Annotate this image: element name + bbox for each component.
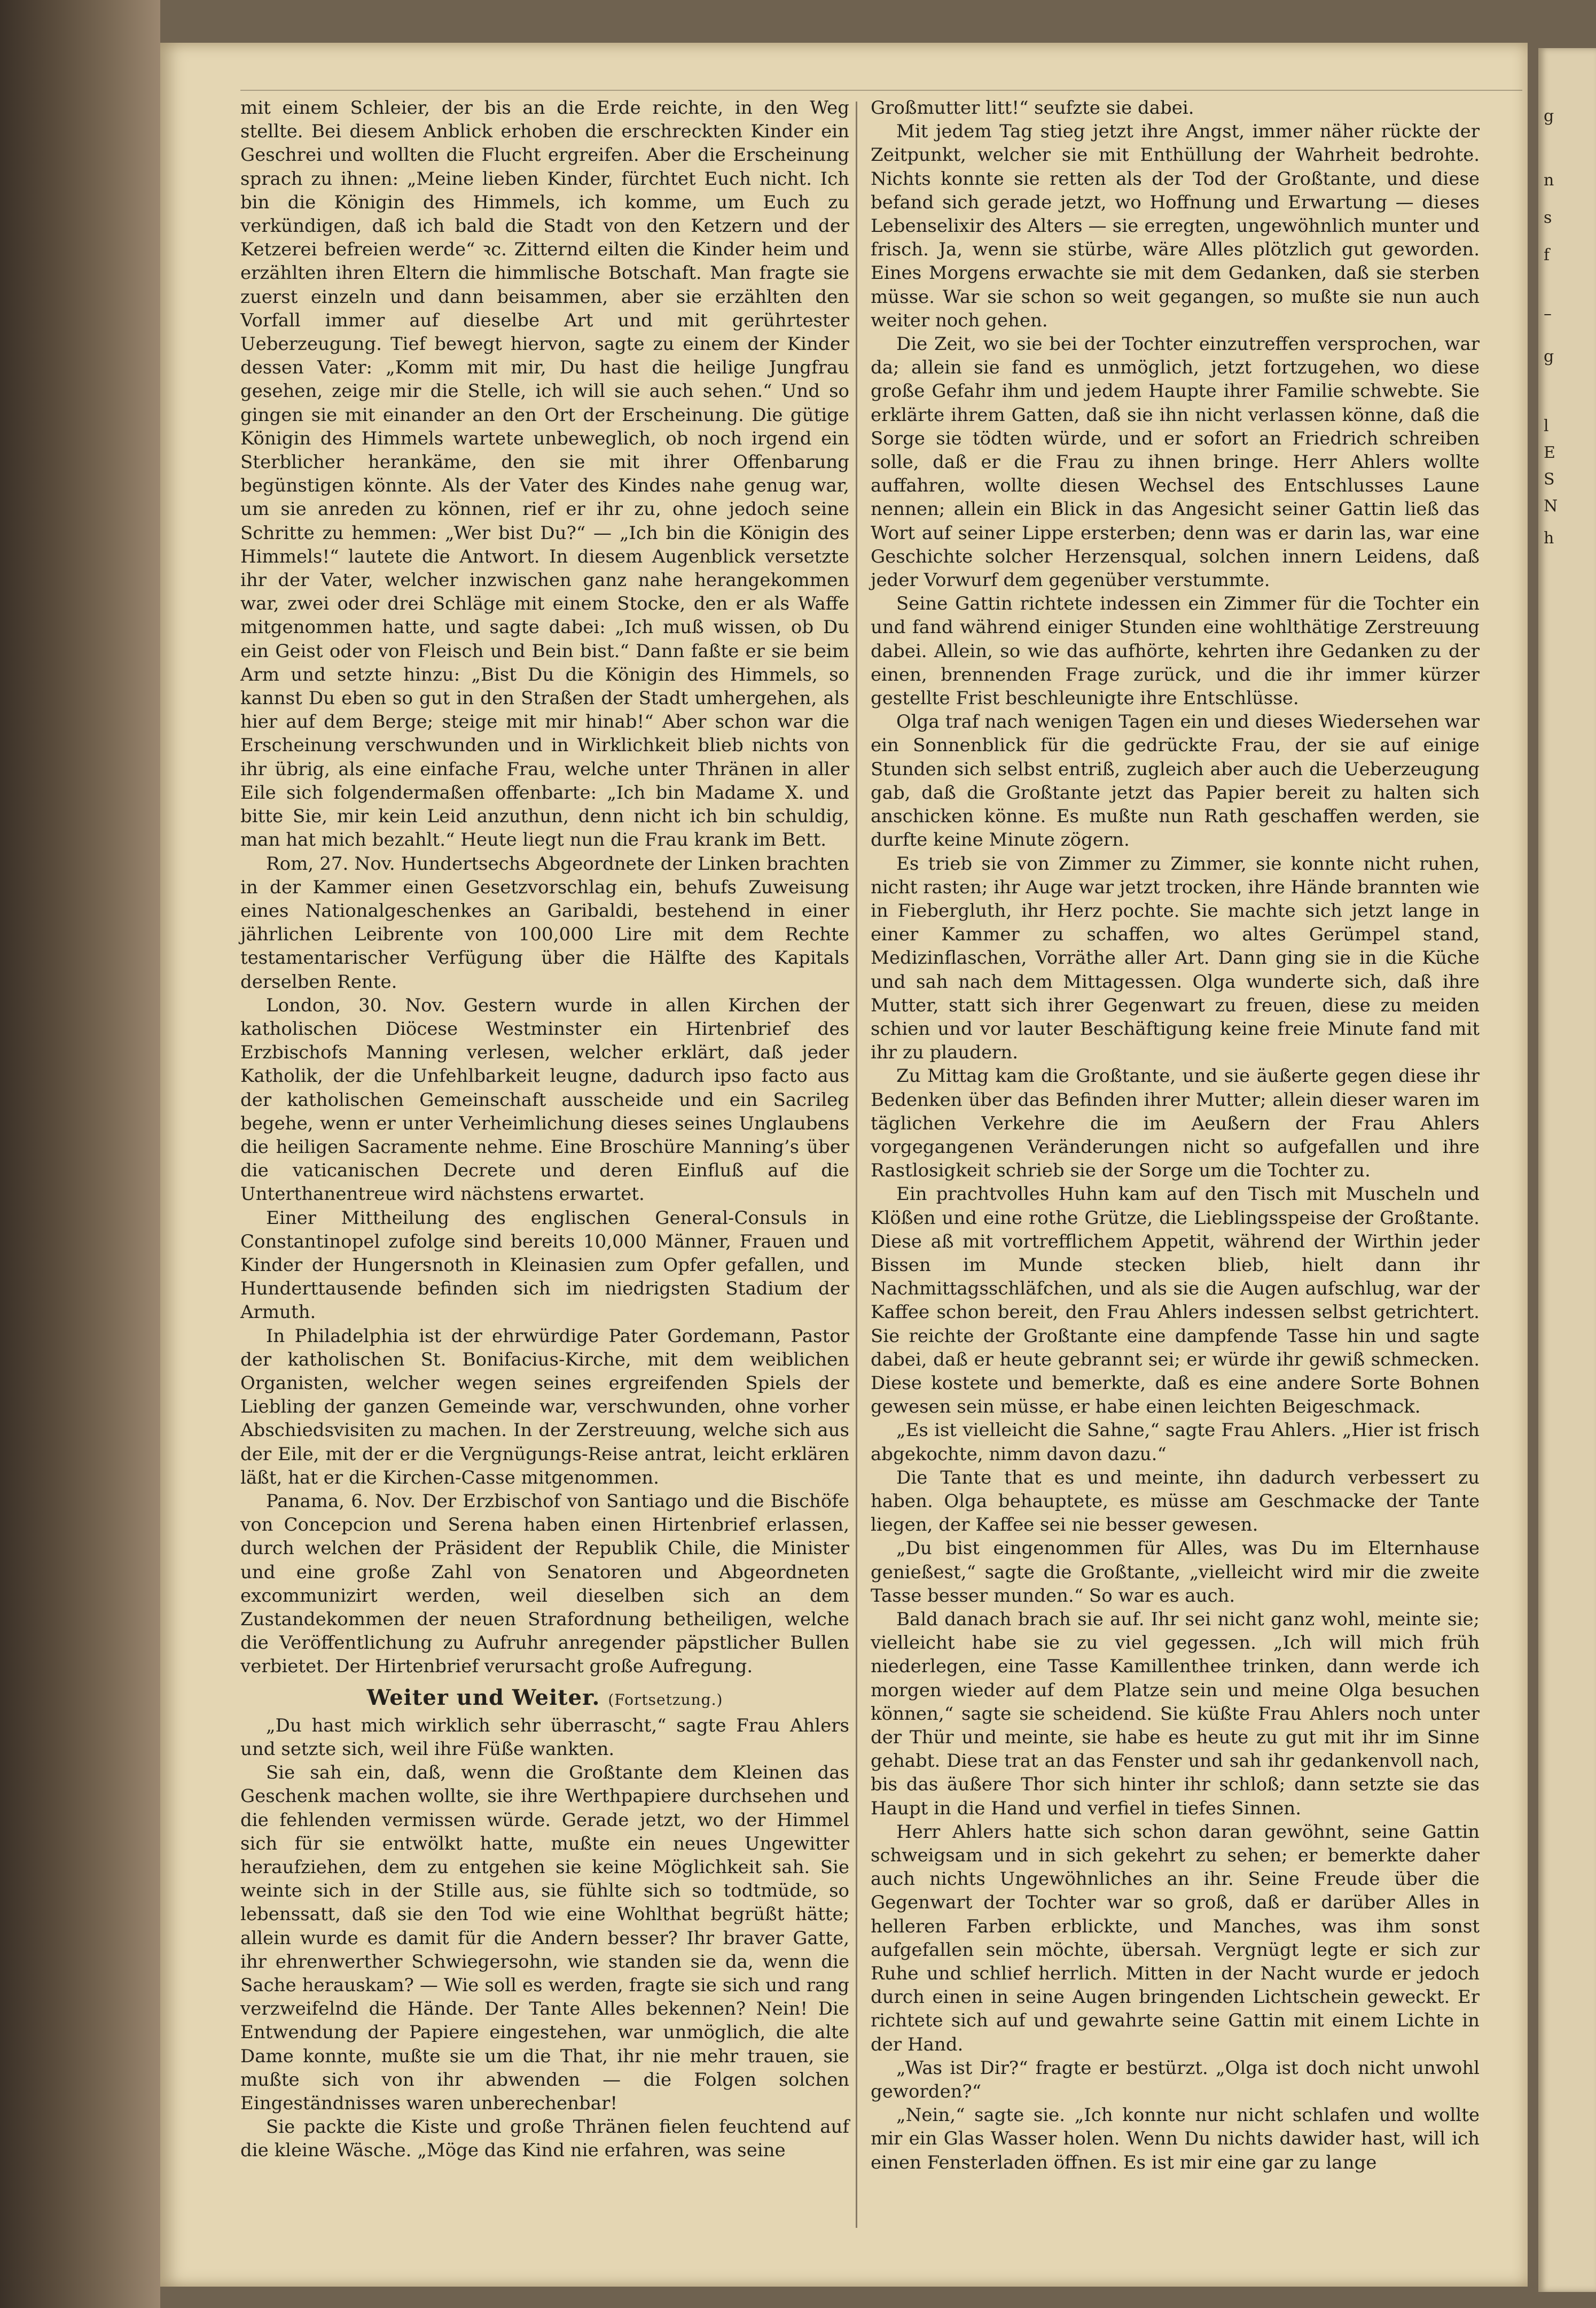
news-paragraph: London, 30. Nov. Gestern wurde in allen Kirchen der katholischen Diöcese Westminster ein Hirtenbrief des Erzbischofs Manning verlesen, welcher erklärt, daß jeder Katholik, der die Unfehlbarkeit leugne, dadurch ipso facto aus der katholischen Gemeinschaft ausscheide und ein Sacrileg begehe, wenn er unter Verheimlichung dieses seines Unglaubens die heiligen Sacramente nehme. Eine Broschüre Manning’s über die vaticanischen Decrete und deren Einfluß auf die Unterthanentreue wird nächstens erwartet. xyxy=(240,994,849,1205)
story-paragraph: Großmutter litt!“ seufzte sie dabei. xyxy=(871,97,1194,119)
page-fragment: n xyxy=(1544,171,1554,190)
story-paragraph: Ein prachtvolles Huhn kam auf den Tisch mit Muscheln und Klößen und eine rothe Grütze, die Lieblingsspeise der Großtante. Diese aß mit vortrefflichem Appetit, während der Wirthin jeder Bissen im Munde stecken blieb, hielt dann ihr Nachmittagsschläfchen, und als sie die Augen aufschlug, war der Kaffee schon bereit, den Frau Ahlers indessen selbst getrichtert. Sie reichte der Großtante eine dampfende Tasse hin und sagte dabei, daß er heute gebrannt sei; er würde ihr gewiß schmecken. Diese kostete und bemerkte, daß es eine andere Sorte Bohnen gewesen sein müsse, er habe einen leichten Beigeschmack. xyxy=(871,1183,1480,1418)
serial-paragraph: Sie sah ein, daß, wenn die Großtante dem Kleinen das Geschenk machen wollte, sie ihre Werthpapiere durchsehen und die fehlenden vermissen würde. Gerade jetzt, wo der Himmel sich für sie entwölkt hatte, mußte ein neues Ungewitter heraufziehen, dem zu entgehen sie keine Möglichkeit sah. Sie weinte sich in der Stille aus, sie fühlte sich so todtmüde, so lebenssatt, daß sie den Tod wie eine Wohlthat begrüßt hätte; allein wurde es damit für die Andern besser? Ihr braver Gatte, ihr ehrenwerther Schwiegersohn, wie standen sie da, wenn die Sache herauskam? — Wie soll es werden, fragte sie sich und rang verzweifelnd die Hände. Der Tante Alles bekennen? Nein! Die Entwendung der Papiere eingestehen, war unmöglich, die alte Dame konnte, mußte sie um die That, ihr nie mehr trauen, sie mußte sich von ihr abwenden — die Folgen solchen Eingeständnisses waren unberechenbar! xyxy=(240,1762,849,2115)
serial-continuation: (Fortsetzung.) xyxy=(608,1690,723,1709)
column-rule xyxy=(856,102,857,2228)
serial-heading xyxy=(240,1686,849,1712)
story-paragraph: Es trieb sie von Zimmer zu Zimmer, sie konnte nicht ruhen, nicht rasten; ihr Auge war jetzt trocken, ihre Hände brannten wie in Fiebergluth, ihr Herz pochte. Sie machte sich jetzt lange in einer Kammer zu schaffen, wo altes Gerümpel stand, Medizinflaschen, Vorräthe aller Art. Dann ging sie in die Küche und sah nach dem Mittagessen. Olga wunderte sich, daß ihre Mutter, statt sich ihrer Gegenwart zu freuen, diese zu meiden schien und vor lauter Beschäftigung keine freie Minute fand mit ihr zu plaudern. xyxy=(871,853,1480,1064)
page-fragment: l xyxy=(1544,417,1549,435)
story-paragraph: Die Zeit, wo sie bei der Tochter einzutreffen versprochen, war da; allein sie fand es unmöglich, jetzt fortzugehen, wo diese große Gefahr ihm und jedem Haupte ihrer Familie schwebte. Sie erklärte ihrem Gatten, daß sie ihn nicht verlassen könne, daß die Sorge sie tödten würde, und er sofort an Friedrich schreiben solle, daß er die Frau zu ihnen bringe. Herr Ahlers wollte auffahren, wollte diesen Wechsel des Entschlusses Laune nennen; allein ein Blick in das Angesicht seiner Gattin ließ das Wort auf seiner Lippe ersterben; denn was er darin las, war eine Geschichte solcher Herzensqual, solchen innern Leidens, daß jeder Vorwurf dem gegenüber verstummte. xyxy=(871,333,1480,591)
page-fragment: S xyxy=(1544,470,1555,489)
news-paragraph: Panama, 6. Nov. Der Erzbischof von Santiago und die Bischöfe von Concepcion und Serena haben einen Hirtenbrief erlassen, durch welchen der Präsident der Republik Chile, die Minister und eine große Zahl von Senatoren und Abgeordneten excommunizirt werden, weil dieselben sich an dem Zustandekommen der neuen Strafordnung betheiligen, welche die Veröffentlichung zu Aufruhr anregender päpstlicher Bullen verbietet. Der Hirtenbrief verursacht große Aufregung. xyxy=(240,1490,849,1678)
newspaper-page xyxy=(160,43,1528,2287)
story-paragraph: Herr Ahlers hatte sich schon daran gewöhnt, seine Gattin schweigsam und in sich gekehrt zu sehen; er bemerkte daher auch nichts Ungewöhnliches an ihr. Seine Freude über die Gegenwart der Tochter war so groß, daß er darüber Alles in helleren Farben erblickte, und Manches, was ihm sonst aufgefallen sein möchte, übersah. Vergnügt legte er sich zur Ruhe und schlief herrlich. Mitten in der Nacht wurde er jedoch durch einen in seine Augen bringenden Lichtschein geweckt. Er richtete sich auf und gewahrte seine Gattin mit einem Lichte in der Hand. xyxy=(871,1821,1480,2055)
story-paragraph: Zu Mittag kam die Großtante, und sie äußerte gegen diese ihr Bedenken über das Befinden ihrer Mutter; allein dieser waren im täglichen Verkehre die im Aeußern der Frau Ahlers vorgegangenen Veränderungen nicht so aufgefallen und ihre Rastlosigkeit schrieb sie der Sorge um die Tochter zu. xyxy=(871,1065,1480,1182)
news-paragraph: Rom, 27. Nov. Hundertsechs Abgeordnete der Linken brachten in der Kammer einen Gesetzvorschlag ein, behufs Zuweisung eines Nationalgeschenkes an Garibaldi, bestehend in einer jährlichen Leibrente von 100,000 Lire mit dem Rechte testamentarischer Verfügung über die Hälfte des Kapitals derselben Rente. xyxy=(240,853,849,993)
story-paragraph: „Du bist eingenommen für Alles, was Du im Elternhause genießest,“ sagte die Großtante, „vielleicht wird mir die zweite Tasse besser munden.“ So war es auch. xyxy=(871,1538,1480,1607)
book-binding xyxy=(0,0,160,2308)
story-paragraph: „Es ist vielleicht die Sahne,“ sagte Frau Ahlers. „Hier ist frisch abgekochte, nimm davon dazu.“ xyxy=(871,1420,1480,1465)
page-fragment: g xyxy=(1544,347,1554,366)
top-rule xyxy=(240,90,1522,91)
story-paragraph: Die Tante that es und meinte, ihn dadurch verbessert zu haben. Olga behauptete, es müsse am Geschmacke der Tante liegen, der Kaffee sei nie besser gewesen. xyxy=(871,1467,1480,1536)
right-column xyxy=(871,96,1480,2174)
page-fragment: E xyxy=(1544,443,1555,462)
story-paragraph: Seine Gattin richtete indessen ein Zimmer für die Tochter ein und fand während einiger Stunden eine wohlthätige Zerstreuung dabei. Allein, so wie das aufhörte, kehrten ihre Gedanken zu der einen, brennenden Frage zurück, und die ihr immer kürzer gestellte Frist beschleunigte ihre Entschlüsse. xyxy=(871,593,1480,709)
left-column xyxy=(240,96,849,2163)
serial-paragraph: Sie packte die Kiste und große Thränen fielen feuchtend auf die kleine Wäsche. „Möge das Kind nie erfahren, was seine xyxy=(240,2116,849,2162)
page-fragment: N xyxy=(1544,497,1558,516)
news-paragraph: mit einem Schleier, der bis an die Erde reichte, in den Weg stellte. Bei diesem Anblick erhoben die erschreckten Kinder ein Geschrei und wollten die Flucht ergreifen. Aber die Erscheinung sprach zu ihnen: „Meine lieben Kinder, fürchtet Euch nicht. Ich bin die Königin des Himmels, ich komme, um Euch zu verkündigen, daß ich bald die Stadt von den Ketzern und der Ketzerei befreien werde“ ꝛc. Zitternd eilten die Kinder heim und erzählten ihren Eltern die himmlische Botschaft. Man fragte sie zuerst einzeln und dann beisammen, aber sie erzählten den Vorfall immer auf dieselbe Art und mit gerührtester Ueberzeugung. Tief bewegt hiervon, sagte zu einem der Kinder dessen Vater: „Komm mit mir, Du hast die heilige Jungfrau gesehen, zeige mir die Stelle, ich will sie auch sehen.“ Und so gingen sie mit einander an den Ort der Erscheinung. Die gütige Königin des Himmels wartete unbeweglich, ob noch irgend ein Sterblicher herankäme, den sie mit ihrer Offenbarung begünstigen könnte. Als der Vater des Kindes nahe genug war, um sie anreden zu können, rief er ihr zu, ohne jedoch seine Schritte zu hemmen: „Wer bist Du?“ — „Ich bin die Königin des Himmels!“ lautete die Antwort. In diesem Augenblick versetzte ihr der Vater, welcher inzwischen ganz nahe herangekommen war, zwei oder drei Schläge mit einem Stocke, den er als Waffe mitgenommen hatte, und sagte dabei: „Ich muß wissen, ob Du ein Geist oder von Fleisch und Bein bist.“ Dann faßte er sie beim Arm und setzte hinzu: „Bist Du die Königin des Himmels, so kannst Du eben so gut in den Straßen der Stadt umhergehen, als hier auf dem Berge; steige mit mir hinab!“ Aber schon war die Erscheinung verschwunden und in Wirklichkeit blieb nichts von ihr übrig, als eine einfache Frau, welche unter Thränen in aller Eile sich folgendermaßen offenbarte: „Ich bin Madame X. und bitte Sie, mir kein Leid anzuthun, denn nicht ich bin schuldig, man hat mich bezahlt.“ Heute liegt nun die Frau krank im Bett. xyxy=(240,97,849,851)
story-paragraph: Olga traf nach wenigen Tagen ein und dieses Wiedersehen war ein Sonnenblick für die gedrückte Frau, der sie auf einige Stunden sich selbst entriß, zugleich aber auch die Ueberzeugung gab, daß die Großtante jetzt das Papier bereit zu halten sich anschicken könne. Es mußte nun Rath geschaffen werden, sie durfte keine Minute zögern. xyxy=(871,711,1480,851)
story-paragraph: „Nein,“ sagte sie. „Ich konnte nur nicht schlafen und wollte mir ein Glas Wasser holen. Wenn Du nichts dawider hast, will ich einen Fensterladen öffnen. Es ist mir eine gar zu lange xyxy=(871,2104,1480,2173)
story-paragraph: „Was ist Dir?“ fragte er bestürzt. „Olga ist doch nicht unwohl geworden?“ xyxy=(871,2057,1480,2103)
story-paragraph: Bald danach brach sie auf. Ihr sei nicht ganz wohl, meinte sie; vielleicht habe sie zu viel gegessen. „Ich will mich früh niederlegen, eine Tasse Kamillenthee trinken, dann werde ich morgen wieder auf dem Platze sein und meine Olga besuchen können,“ sagte sie scheidend. Sie küßte Frau Ahlers noch unter der Thür und meinte, sie habe es heute zu gut mit ihr im Sinne gehabt. Diese trat an das Fenster und sah ihr gedankenvoll nach, bis das äußere Thor sich hinter ihr schloß; dann setzte sie das Haupt in die Hand und verfiel in tiefes Sinnen. xyxy=(871,1609,1480,1819)
page-fragment: f xyxy=(1544,246,1550,264)
news-paragraph: In Philadelphia ist der ehrwürdige Pater Gordemann, Pastor der katholischen St. Bonifacius-Kirche, mit dem weiblichen Organisten, welcher wegen seines ergreifenden Spiels der Liebling der ganzen Gemeinde war, verschwunden, ohne vorher Abschiedsvisiten zu machen. In der Zerstreuung, welche sich aus der Eile, mit der er die Vergnügungs-Reise antrat, leicht erklären läßt, hat er die Kirchen-Casse mitgenommen. xyxy=(240,1325,849,1488)
adjacent-page-edge xyxy=(1538,48,1596,2292)
page-fragment: g xyxy=(1544,107,1554,126)
page-fragment: s xyxy=(1544,208,1552,227)
serial-title: Weiter und Weiter. xyxy=(366,1685,600,1710)
story-paragraph: Mit jedem Tag stieg jetzt ihre Angst, immer näher rückte der Zeitpunkt, welcher sie mit Enthüllung der Wahrheit bedrohte. Nichts konnte sie retten als der Tod der Großtante, und diese befand sich gerade jetzt, wo Hoffnung und Erwartung — dieses Lebenselixir des Alters — sie erregten, ungewöhnlich munter und frisch. Ja, wenn sie stürbe, wäre Alles plötzlich gut geworden. Eines Morgens erwachte sie mit dem Gedanken, daß sie sterben müsse. War sie schon so weit gegangen, so mußte sie nun auch weiter noch gehen. xyxy=(871,121,1480,331)
serial-paragraph: „Du hast mich wirklich sehr überrascht,“ sagte Frau Ahlers und setzte sich, weil ihre Füße wankten. xyxy=(240,1714,849,1760)
page-fragment: h xyxy=(1544,529,1554,548)
news-paragraph: Einer Mittheilung des englischen General-Consuls in Constantinopel zufolge sind bereits 10,000 Männer, Frauen und Kinder der Hungersnoth in Kleinasien zum Opfer gefallen, und Hunderttausende befinden sich im niedrigsten Stadium der Armuth. xyxy=(240,1207,849,1323)
page-fragment: – xyxy=(1544,305,1552,323)
